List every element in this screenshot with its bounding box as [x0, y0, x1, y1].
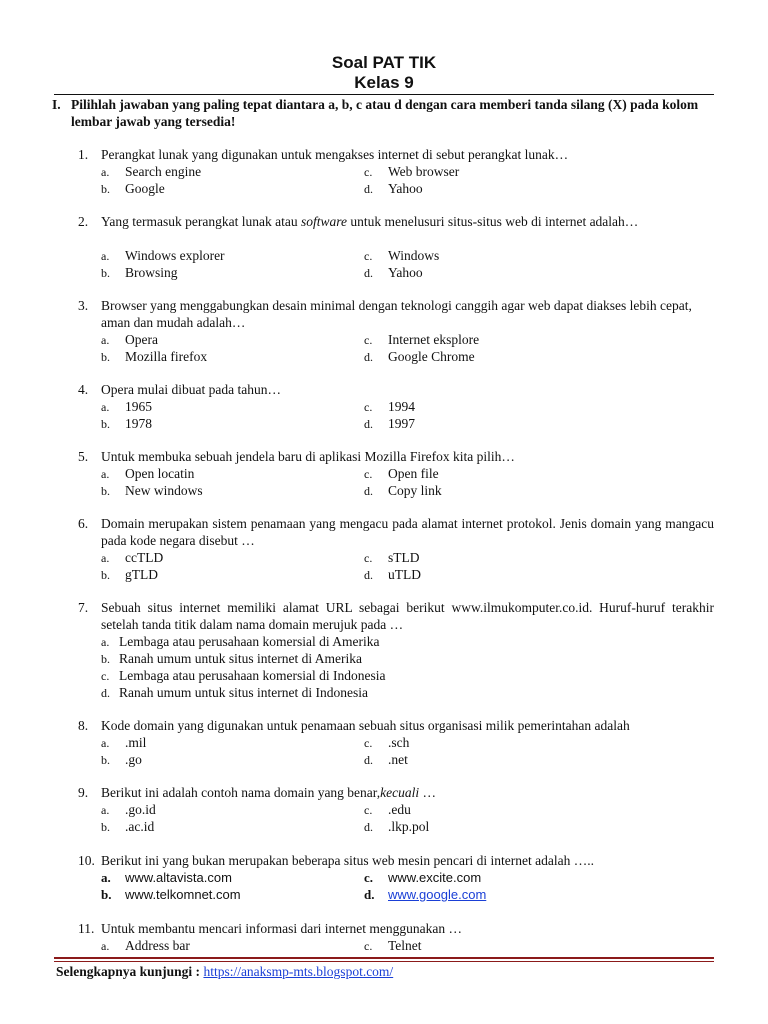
question-number: 1. — [78, 147, 89, 162]
question-stem: Yang termasuk perangkat lunak atau software untuk menelusuri situs-situs web di internet adalah… — [101, 214, 639, 229]
option-a: a. www.altavista.com — [101, 870, 232, 885]
option-b: b. 1978 — [101, 416, 152, 431]
option-a: a. Search engine — [101, 164, 202, 179]
question-number: 2. — [78, 214, 89, 229]
question-number: 11. — [78, 921, 95, 936]
option-d: d. 1997 — [364, 416, 415, 431]
question-stem: Browser yang menggabungkan desain minimal dengan teknologi canggih agar web dapat diakses lebih cepat, aman dan mudah adalah… — [101, 298, 692, 330]
question-stem: Berikut ini yang bukan merupakan beberapa situs web mesin pencari di internet adalah ….. — [101, 853, 594, 868]
footer-divider-thin — [54, 961, 714, 962]
option-d: d. Copy link — [364, 483, 442, 498]
question-number: 3. — [78, 298, 89, 313]
question-number: 8. — [78, 718, 89, 733]
option-b: b. Google — [101, 181, 165, 196]
option-b: b. Mozilla firefox — [101, 349, 208, 364]
option-b: b. .go — [101, 752, 142, 767]
option-a: a. Open locatin — [101, 466, 195, 481]
option-a: a. Lembaga atau perusahaan komersial di Amerika — [101, 634, 380, 649]
footer — [56, 964, 393, 980]
option-d: d. uTLD — [364, 567, 421, 582]
footer-label: Selengkapnya kunjungi : — [56, 964, 201, 979]
question-number: 9. — [78, 785, 89, 800]
option-c: c. .sch — [364, 735, 410, 750]
option-d: d. .lkp.pol — [364, 819, 430, 834]
page-title: Soal PAT TIK — [331, 53, 437, 72]
option-a: a. 1965 — [101, 399, 152, 414]
option-c: c. Telnet — [364, 938, 422, 953]
title-divider — [54, 94, 714, 95]
option-d: d. .net — [364, 752, 408, 767]
question-stem: Sebuah situs internet memiliki alamat URL sebagai berikut www.ilmukomputer.co.id. Huruf-huruf terakhir setelah tanda titik dalam nama domain merujuk pada … — [101, 600, 714, 632]
option-a: a. Opera — [101, 332, 158, 347]
question-stem: Untuk membantu mencari informasi dari internet menggunakan … — [101, 921, 463, 936]
question-number: 7. — [78, 600, 89, 615]
option-c: c. .edu — [364, 802, 411, 817]
option-b: b. gTLD — [101, 567, 158, 582]
option-d: d. www.google.com — [364, 887, 487, 902]
option-b: b. Ranah umum untuk situs internet di Amerika — [101, 651, 362, 666]
option-b: b. New windows — [101, 483, 203, 498]
option-c: c. www.excite.com — [364, 870, 482, 885]
page-subtitle: Kelas 9 — [354, 73, 414, 92]
option-a: a. Address bar — [101, 938, 190, 953]
footer-link[interactable]: https://anaksmp-mts.blogspot.com/ — [203, 964, 394, 979]
option-c: c. sTLD — [364, 550, 420, 565]
question-number: 6. — [78, 516, 89, 531]
question-number: 5. — [78, 449, 89, 464]
option-d: d. Ranah umum untuk situs internet di Indonesia — [101, 685, 368, 700]
option-a: a. ccTLD — [101, 550, 164, 565]
question-stem: Berikut ini adalah contoh nama domain yang benar,kecuali … — [101, 785, 436, 800]
option-d: d. Yahoo — [364, 181, 423, 196]
question-stem: Opera mulai dibuat pada tahun… — [101, 382, 281, 397]
option-c: c. Lembaga atau perusahaan komersial di Indonesia — [101, 668, 386, 683]
option-c: c. Internet eksplore — [364, 332, 480, 347]
option-b: b. .ac.id — [101, 819, 155, 834]
option-c: c. Windows — [364, 248, 440, 263]
instruction-text: Pilihlah jawaban yang paling tepat diantara a, b, c atau d dengan cara memberi tanda silang (X) pada kolom lembar jawab yang tersedia! — [71, 97, 699, 129]
option-d: d. Yahoo — [364, 265, 423, 280]
option-c: c. 1994 — [364, 399, 415, 414]
question-stem: Untuk membuka sebuah jendela baru di aplikasi Mozilla Firefox kita pilih… — [101, 449, 515, 464]
option-d: d. Google Chrome — [364, 349, 475, 364]
instruction-number: I. — [52, 97, 61, 112]
footer-divider — [54, 957, 714, 959]
option-b: b. Browsing — [101, 265, 178, 280]
google-link[interactable]: www.google.com — [388, 887, 487, 902]
option-a: a. .go.id — [101, 802, 156, 817]
question-stem: Kode domain yang digunakan untuk penamaan sebuah situs organisasi milik pemerintahan adalah — [101, 718, 630, 733]
option-c: c. Web browser — [364, 164, 460, 179]
question-stem: Domain merupakan sistem penamaan yang mengacu pada alamat internet protokol. Jenis domain yang mangacu pada kode negara disebut … — [101, 516, 714, 548]
question-number: 10. — [78, 853, 95, 868]
question-number: 4. — [78, 382, 89, 397]
question-stem: Perangkat lunak yang digunakan untuk mengakses internet di sebut perangkat lunak… — [101, 147, 569, 162]
option-b: b. www.telkomnet.com — [101, 887, 241, 902]
option-a: a. Windows explorer — [101, 248, 225, 263]
option-a: a. .mil — [101, 735, 147, 750]
option-c: c. Open file — [364, 466, 439, 481]
